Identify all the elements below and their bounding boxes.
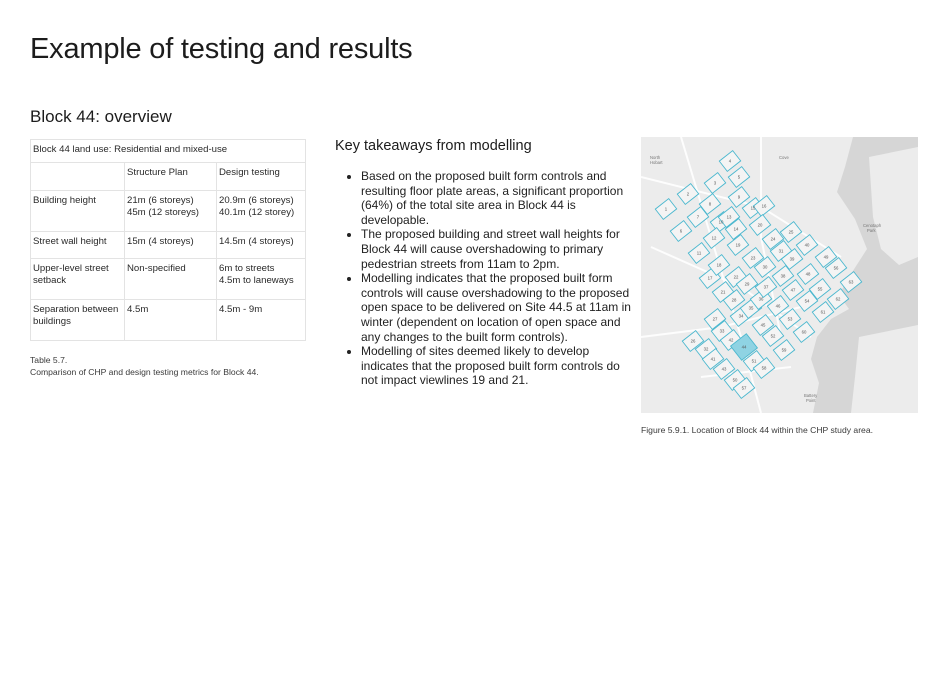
map-block-label-45: 45 <box>760 322 766 328</box>
place-label-north-hobart: North <box>650 155 661 160</box>
map-block-label-26: 26 <box>690 338 696 344</box>
map-block-label-21: 21 <box>720 289 726 295</box>
row-label: Street wall height <box>31 232 125 259</box>
structure-plan-value: 21m (6 storeys) 45m (12 storeys) <box>125 191 217 232</box>
map-block-label-4: 4 <box>728 158 732 164</box>
map-block-label-39: 39 <box>789 256 795 262</box>
map-block-label-53: 53 <box>787 316 793 322</box>
map-block-label-40: 40 <box>804 242 810 248</box>
map-block-label-15: 15 <box>750 205 756 211</box>
map-block-label-33: 33 <box>719 328 725 334</box>
map-block-label-17: 17 <box>707 275 713 281</box>
takeaways-title: Key takeaways from modelling <box>335 138 532 154</box>
row-label: Separation between buildings <box>31 300 125 341</box>
map-block-label-3: 3 <box>713 180 717 186</box>
figure-caption: Figure 5.9.1. Location of Block 44 within the CHP study area. <box>641 425 874 435</box>
map-block-label-34: 34 <box>738 313 744 319</box>
place-label-cenotaph: Cenotaph <box>863 223 882 228</box>
map-block-label-32: 32 <box>703 346 709 352</box>
map-block-label-48: 48 <box>805 271 811 277</box>
design-testing-value: 14.5m (4 storeys) <box>217 232 306 259</box>
map-block-label-9: 9 <box>737 194 741 200</box>
structure-plan-value: Non-specified <box>125 259 217 300</box>
map-block-label-25: 25 <box>788 229 794 235</box>
map-block-label-36: 36 <box>758 296 764 302</box>
map-block-label-38: 38 <box>780 273 786 279</box>
structure-plan-value: 4.5m <box>125 300 217 341</box>
map-block-label-61: 61 <box>820 309 826 315</box>
map-block-label-2: 2 <box>686 191 690 197</box>
table-row <box>31 259 306 300</box>
map-block-label-44: 44 <box>741 344 747 350</box>
map-block-label-49: 49 <box>823 254 829 260</box>
takeaway-item: • Modelling indicates that the proposed built form controls will cause overshadowing to the proposed open space to be delivered on Site 44.5 at 11am in winter (dependent on location of open space and any changes to the built form controls). <box>361 271 633 344</box>
map-block-label-35: 35 <box>748 305 754 311</box>
map-block-label-46: 46 <box>775 303 781 309</box>
table-header-structure-plan: Structure Plan <box>125 163 217 191</box>
map-block-label-31: 31 <box>778 248 784 254</box>
map-block-label-56: 56 <box>833 265 839 271</box>
map-block-label-5: 5 <box>737 174 741 180</box>
map-block-label-51: 51 <box>751 358 757 364</box>
takeaway-item: • Modelling of sites deemed likely to develop indicates that the proposed built form controls do not impact viewlines 19 and 21. <box>361 344 633 388</box>
structure-plan-value: 15m (4 storeys) <box>125 232 217 259</box>
table-caption-text: Comparison of CHP and design testing metrics for Block 44. <box>30 367 259 377</box>
table-caption <box>30 354 259 378</box>
map-block-label-22: 22 <box>733 274 739 280</box>
takeaways-list <box>342 169 633 388</box>
row-label: Upper-level street setback <box>31 259 125 300</box>
map-block-label-58: 58 <box>761 365 767 371</box>
map-block-label-1: 1 <box>664 206 668 212</box>
table-header-empty <box>31 163 125 191</box>
map-block-label-41: 41 <box>710 356 716 362</box>
design-testing-value: 4.5m - 9m <box>217 300 306 341</box>
place-label-north-hobart-2: Hobart <box>650 160 663 165</box>
map-block-label-16: 16 <box>761 203 767 209</box>
design-testing-value: 6m to streets 4.5m to laneways <box>217 259 306 300</box>
table-header-design-testing: Design testing <box>217 163 306 191</box>
place-label-park: Park <box>867 228 876 233</box>
map-block-label-55: 55 <box>817 286 823 292</box>
map-block-label-13: 13 <box>726 214 732 220</box>
table-row <box>31 140 306 163</box>
map-block-label-37: 37 <box>763 284 769 290</box>
design-testing-value: 20.9m (6 storeys) 40.1m (12 storey) <box>217 191 306 232</box>
map-block-label-11: 11 <box>696 250 702 256</box>
takeaway-item: • The proposed building and street wall heights for Block 44 will cause overshadowing to primary pedestrian streets from 11am to 2pm. <box>361 227 633 271</box>
map-block-label-60: 60 <box>801 329 807 335</box>
map-block-label-27: 27 <box>712 316 718 322</box>
map-block-label-6: 6 <box>679 228 683 234</box>
map-block-label-18: 18 <box>716 262 722 268</box>
section-title: Block 44: overview <box>30 107 172 126</box>
table-caption-number: Table 5.7. <box>30 355 68 365</box>
table-row <box>31 232 306 259</box>
map-block-label-7: 7 <box>696 214 700 220</box>
map-block-label-57: 57 <box>741 385 747 391</box>
map-block-label-63: 63 <box>848 279 854 285</box>
takeaway-item: • Based on the proposed built form controls and resulting floor plate areas, a significant proportion (64%) of the total site area in Block 44 is developable. <box>361 169 633 227</box>
map-block-label-62: 62 <box>835 296 841 302</box>
table-row <box>31 191 306 232</box>
map-block-label-54: 54 <box>804 298 810 304</box>
map-block-label-23: 23 <box>750 255 756 261</box>
table-row <box>31 300 306 341</box>
place-label-battery: Battery <box>804 393 818 398</box>
place-label-cove: Cove <box>779 155 789 160</box>
map-block-label-52: 52 <box>770 333 776 339</box>
map-block-label-24: 24 <box>770 236 776 242</box>
map-block-label-10: 10 <box>718 219 724 225</box>
map-block-label-12: 12 <box>711 235 717 241</box>
map-block-label-29: 29 <box>744 281 750 287</box>
map-block-label-43: 43 <box>721 366 727 372</box>
map-block-label-47: 47 <box>790 287 796 293</box>
map-block-label-19: 19 <box>735 242 741 248</box>
table-header-row <box>31 163 306 191</box>
row-label: Building height <box>31 191 125 232</box>
map-block-label-14: 14 <box>733 226 739 232</box>
map-block-label-20: 20 <box>757 222 763 228</box>
map-block-label-50: 50 <box>732 377 738 383</box>
page-title: Example of testing and results <box>30 33 413 65</box>
map-land-south <box>851 325 918 413</box>
map-block-label-42: 42 <box>728 337 734 343</box>
map-block-label-8: 8 <box>708 201 712 207</box>
place-label-point: Point <box>806 398 816 403</box>
map-block-label-30: 30 <box>762 264 768 270</box>
map-block-label-59: 59 <box>781 347 787 353</box>
land-use-cell: Block 44 land use: Residential and mixed-use <box>31 140 306 163</box>
study-area-map <box>641 137 918 413</box>
metrics-table <box>30 139 306 341</box>
map-block-label-28: 28 <box>731 297 737 303</box>
